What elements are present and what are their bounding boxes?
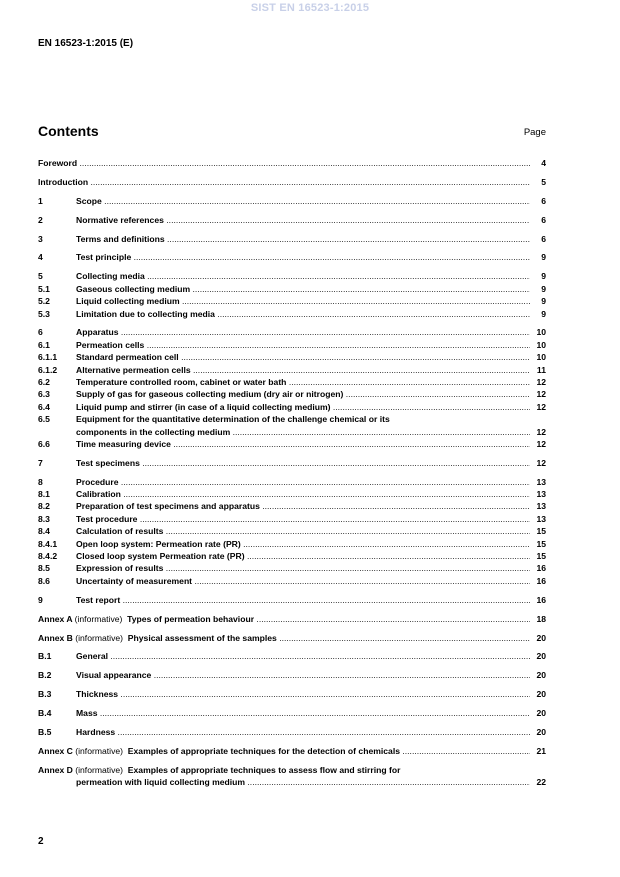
toc-entry-5-2[interactable] [38,295,546,307]
toc-annex-title [38,745,530,757]
toc-title: Gaseous collecting medium ..... [76,283,530,295]
toc-page: 20 [536,651,546,662]
toc-entry-b-2[interactable] [38,669,546,681]
toc-page: 9 [541,283,546,294]
toc-entry-6-1[interactable] [38,339,546,351]
toc-page: 12 [536,389,546,400]
toc-title: Foreword ..... [38,157,530,169]
toc-entry-test-principle[interactable] [38,251,546,263]
toc-page: 9 [541,296,546,307]
toc-title: Apparatus ..... [76,326,530,338]
toc-page: 9 [541,271,546,282]
toc-page: 20 [536,632,546,643]
toc-number: 5.3 [38,308,50,319]
toc-page: 9 [541,252,546,263]
toc-page: 20 [536,670,546,681]
toc-title: Thickness ..... [76,688,530,700]
toc-number: B.3 [38,689,52,700]
toc-title: Physical assessment of the samples [127,632,277,643]
toc-entry-8-4-1[interactable] [38,538,546,550]
toc-number: 3 [38,233,43,244]
toc-number: 8.4.2 [38,551,58,562]
toc-number: 7 [38,457,43,468]
toc-number: 8.6 [38,575,50,586]
toc-title: Liquid collecting medium ..... [76,295,530,307]
toc-title: Normative references ..... [76,214,530,226]
toc-title: Mass ..... [76,707,530,719]
toc-title: Limitation due to collecting media ..... [76,308,530,320]
toc-entry-6-5-continued[interactable] [38,426,546,438]
annex-label: Annex A [38,613,73,624]
toc-title-line1: Equipment for the quantitative determination of the challenge chemical or its [76,414,390,425]
toc-entry-6-3[interactable] [38,388,546,400]
toc-number: 6.6 [38,438,50,449]
toc-entry-annex-d-continued[interactable] [38,776,546,788]
contents-title: Contents [38,123,99,139]
toc-title: Expression of results ..... [76,562,530,574]
annex-informative: (informative) [75,632,124,643]
toc-page: 15 [536,538,546,549]
toc-number: 1 [38,195,43,206]
toc-number: B.2 [38,670,52,681]
toc-number: 6.3 [38,389,50,400]
table-of-contents [38,157,546,789]
toc-entry-6-4[interactable] [38,401,546,413]
toc-page: 12 [536,376,546,387]
toc-number: 8.4 [38,526,50,537]
toc-number: 8 [38,476,43,487]
toc-number: 8.4.1 [38,538,58,549]
document-id: EN 16523-1:2015 (E) [38,38,134,49]
toc-page: 12 [536,438,546,449]
toc-page: 13 [536,501,546,512]
toc-number: 8.2 [38,501,50,512]
toc-number: 8.1 [38,489,50,500]
toc-entry-6-6[interactable] [38,438,546,450]
toc-title: Examples of appropriate techniques for the detection of chemicals [127,745,400,756]
toc-entry-6-1-1[interactable] [38,351,546,363]
toc-title: Permeation cells ..... [76,339,530,351]
toc-number: 6.1.2 [38,364,58,375]
toc-entry-b-1[interactable] [38,650,546,662]
toc-entry-test-specimens[interactable] [38,457,546,469]
toc-title: Open loop system: Permeation rate (PR) ..... [76,538,530,550]
toc-number: 5.1 [38,283,50,294]
toc-entry-8-4[interactable] [38,525,546,537]
annex-informative: (informative) [74,613,123,624]
toc-page: 10 [536,339,546,350]
toc-page: 5 [541,176,546,187]
toc-page: 16 [536,575,546,586]
toc-entry-6-1-2[interactable] [38,364,546,376]
toc-page: 22 [536,777,546,788]
toc-title: Calibration ..... [76,488,530,500]
toc-entry-8-3[interactable] [38,513,546,525]
toc-annex-title [38,765,400,775]
toc-title: Test principle ..... [76,251,530,263]
toc-entry-normative-references[interactable] [38,214,546,226]
toc-number: 6.1 [38,339,50,350]
watermark: SIST EN 16523-1:2015 [250,2,370,14]
toc-number: B.5 [38,726,52,737]
toc-page: 15 [536,526,546,537]
toc-page: 10 [536,352,546,363]
toc-page: 20 [536,726,546,737]
toc-page: 13 [536,513,546,524]
toc-page: 6 [541,233,546,244]
toc-page: 12 [536,426,546,437]
toc-entry-5-1[interactable] [38,283,546,295]
toc-title: Calculation of results ..... [76,525,530,537]
toc-title: Standard permeation cell ..... [76,351,530,363]
toc-page: 16 [536,594,546,605]
toc-number: 4 [38,252,43,263]
toc-page: 6 [541,195,546,206]
toc-title: Temperature controlled room, cabinet or water bath ..... [76,376,530,388]
toc-title: Time measuring device ..... [76,438,530,450]
toc-annex-title [38,632,530,644]
toc-number: 6.1.1 [38,352,58,363]
toc-page: 10 [536,327,546,338]
toc-number: 5.2 [38,296,50,307]
toc-number: 9 [38,594,43,605]
toc-number: 8.3 [38,513,50,524]
toc-entry-b-4[interactable] [38,707,546,719]
annex-label: Annex B [38,632,73,643]
toc-page: 6 [541,214,546,225]
page-column-header: Page [523,127,546,138]
toc-title: Supply of gas for gaseous collecting medium (dry air or nitrogen) ..... [76,388,530,400]
toc-title: Uncertainty of measurement ..... [76,575,530,587]
toc-entry-b-3[interactable] [38,688,546,700]
annex-informative: (informative) [75,764,124,775]
toc-number: 6 [38,327,43,338]
toc-entry-5-3[interactable] [38,308,546,320]
toc-entry-annex-b[interactable] [38,632,546,644]
toc-page: 11 [536,364,546,375]
toc-page: 20 [536,708,546,719]
toc-entry-6-2[interactable] [38,376,546,388]
toc-page: 9 [541,308,546,319]
toc-entry-scope[interactable] [38,195,546,207]
toc-title: Types of permeation behaviour [127,613,255,624]
toc-page: 13 [536,489,546,500]
toc-entry-6-5[interactable] [38,413,546,425]
toc-number: 6.4 [38,401,50,412]
toc-title: Test report ..... [76,594,530,606]
toc-title: Test procedure ..... [76,513,530,525]
toc-title: General ..... [76,650,530,662]
toc-title: Introduction ..... [38,176,530,188]
toc-page: 12 [536,457,546,468]
toc-entry-8-4-2[interactable] [38,550,546,562]
toc-entry-8-1[interactable] [38,488,546,500]
toc-title-line1: Examples of appropriate techniques to assess flow and stirring for [127,764,401,775]
toc-title: Visual appearance ..... [76,669,530,681]
toc-page: 20 [536,689,546,700]
toc-entry-8-2[interactable] [38,500,546,512]
toc-title: Test specimens ..... [76,457,530,469]
toc-entry-terms-definitions[interactable] [38,233,546,245]
toc-page: 16 [536,563,546,574]
toc-title: Closed loop system Permeation rate (PR) ..... [76,550,530,562]
toc-title: Preparation of test specimens and apparatus ..... [76,500,530,512]
annex-informative: (informative) [75,745,124,756]
toc-number: 2 [38,214,43,225]
toc-number: 6.5 [38,414,50,425]
toc-entry-procedure[interactable] [38,476,546,488]
toc-number: 8.5 [38,563,50,574]
toc-title: Terms and definitions ..... [76,233,530,245]
toc-page: 13 [536,476,546,487]
toc-title: Procedure ..... [76,476,530,488]
toc-entry-annex-c[interactable] [38,745,546,757]
toc-entry-annex-a[interactable] [38,613,546,625]
toc-number: B.1 [38,651,52,662]
toc-page: 4 [541,158,546,168]
toc-title-line2: permeation with liquid collecting medium ..... [76,776,530,788]
toc-title: Liquid pump and stirrer (in case of a liquid collecting medium) ..... [76,401,530,413]
toc-entry-b-5[interactable] [38,726,546,738]
toc-title: Collecting media ..... [76,270,530,282]
toc-entry-8-6[interactable] [38,575,546,587]
toc-entry-8-5[interactable] [38,562,546,574]
toc-entry-foreword[interactable] [38,157,546,169]
toc-page: 18 [536,613,546,624]
toc-title: Alternative permeation cells ..... [76,364,530,376]
page-number: 2 [38,836,44,847]
annex-label: Annex C [38,745,73,756]
toc-number: 5 [38,271,43,282]
toc-entry-test-report[interactable] [38,594,546,606]
toc-page: 12 [536,401,546,412]
toc-page: 21 [536,745,546,756]
annex-label: Annex D [38,764,73,775]
toc-title-line2: components in the collecting medium ..... [76,426,530,438]
toc-entry-annex-d[interactable] [38,764,546,776]
toc-entry-apparatus[interactable] [38,326,546,338]
toc-number: 6.2 [38,376,50,387]
toc-title: Scope ..... [76,195,530,207]
toc-entry-introduction[interactable] [38,176,546,188]
toc-page: 15 [536,551,546,562]
toc-annex-title [38,613,530,625]
toc-entry-collecting-media[interactable] [38,270,546,282]
toc-title: Hardness ..... [76,726,530,738]
toc-number: B.4 [38,708,52,719]
